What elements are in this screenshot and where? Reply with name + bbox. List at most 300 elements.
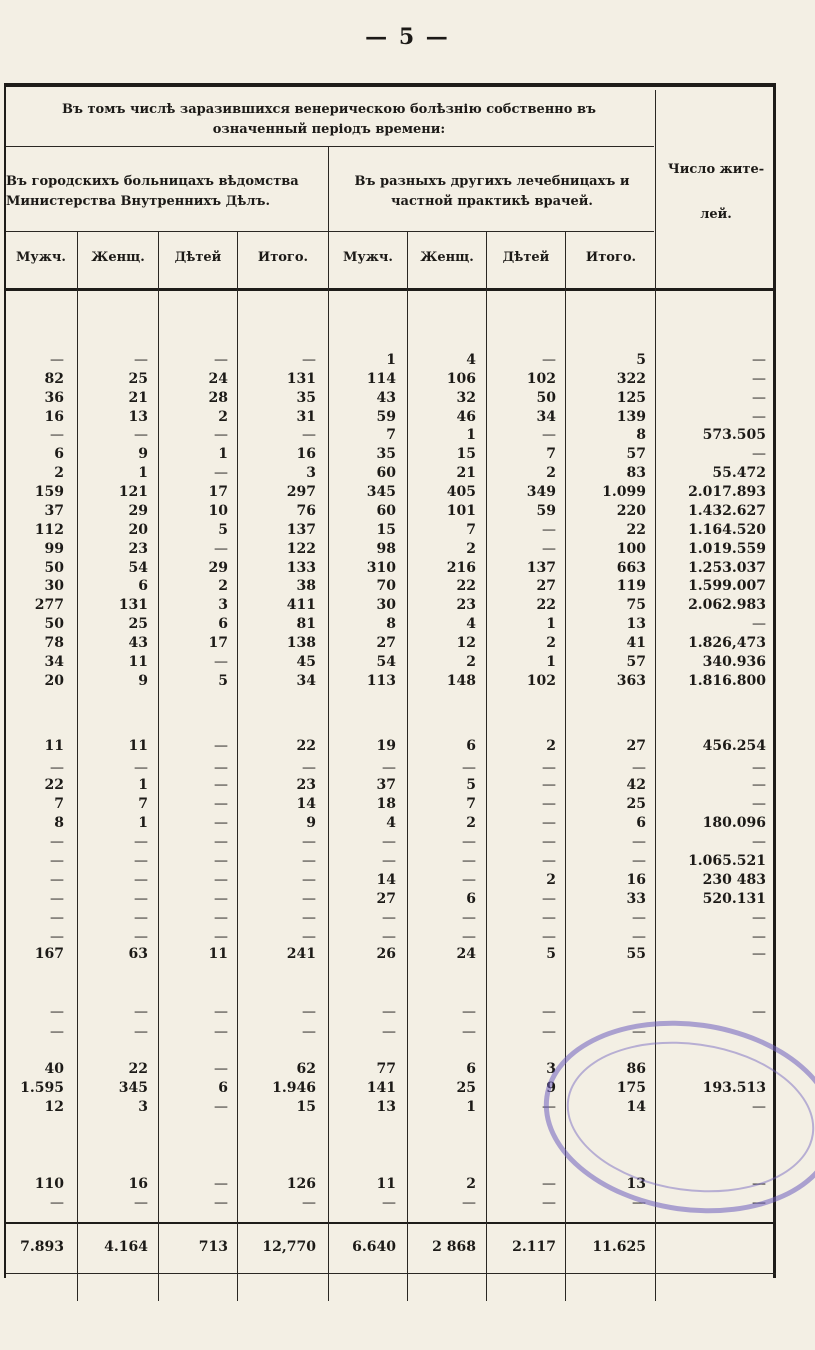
table-cell: 13 [376, 1099, 396, 1115]
table-cell: 349 [526, 484, 556, 500]
table-cell: — [542, 910, 556, 926]
total-cell: 11.625 [592, 1239, 646, 1255]
table-cell: 23 [456, 597, 476, 613]
table-cell: 99 [44, 541, 64, 557]
table-cell: — [214, 465, 228, 481]
table-cell: 29 [208, 560, 228, 576]
table-cell: — [632, 1024, 646, 1040]
table-cell: 54 [128, 560, 148, 576]
table-cell: 11 [44, 738, 64, 754]
table-cell: 137 [286, 522, 316, 538]
table-cell: 241 [286, 946, 316, 962]
table-cell: 520.131 [702, 891, 766, 907]
table-cell: 456.254 [702, 738, 766, 754]
table-cell: — [134, 872, 148, 888]
table-cell: 1 [138, 815, 148, 831]
table-cell: 3 [218, 597, 228, 613]
table-cell: — [134, 891, 148, 907]
table-cell: 121 [118, 484, 148, 500]
table-cell: 14 [626, 1099, 646, 1115]
table-cell: 45 [296, 654, 316, 670]
table-cell: — [214, 738, 228, 754]
table-cell: — [214, 1195, 228, 1211]
table-cell: — [752, 760, 766, 776]
table-cell: 1 [466, 1099, 476, 1115]
table-cell: 1.065.521 [688, 853, 766, 869]
table-cell: 4 [466, 616, 476, 632]
table-cell: 322 [616, 371, 646, 387]
table-cell: — [462, 1024, 476, 1040]
table-cell: 2 [546, 738, 556, 754]
table-cell: — [462, 929, 476, 945]
table-cell: — [214, 654, 228, 670]
table-cell: 5 [636, 352, 646, 368]
table-cell: 59 [536, 503, 556, 519]
table-cell: 28 [208, 390, 228, 406]
col-header-women-2: Женщ. [420, 250, 474, 265]
table-cell: — [542, 777, 556, 793]
rule-totals-bottom [6, 1273, 776, 1274]
table-cell: 8 [386, 616, 396, 632]
table-cell: — [302, 910, 316, 926]
table-cell [661, 1060, 766, 1079]
table-cell: — [752, 929, 766, 945]
table-cell: 663 [616, 560, 646, 576]
header-inhabitants-line2: лей. [700, 207, 732, 222]
header-inhabitants-line1: Число жите- [667, 162, 765, 177]
table-cell: 13 [128, 409, 148, 425]
table-cell: 17 [208, 484, 228, 500]
table-cell: 6 [466, 1061, 476, 1077]
table-cell: 42 [626, 777, 646, 793]
rule-totals-top [6, 1222, 776, 1224]
col-header-total-2: Итого. [585, 250, 637, 265]
table-cell: — [214, 929, 228, 945]
vrule-4 [328, 146, 329, 1301]
table-cell: — [462, 910, 476, 926]
table-cell: 119 [616, 578, 646, 594]
total-cell: 4.164 [104, 1239, 148, 1255]
table-cell: 81 [296, 616, 316, 632]
table-cell: — [462, 853, 476, 869]
table-cell: 1.164.520 [688, 522, 766, 538]
table-cell: 25 [128, 616, 148, 632]
table-cell: 16 [128, 1176, 148, 1192]
table-cell: 2 [218, 409, 228, 425]
table-cell: — [214, 1099, 228, 1115]
table-cell: 82 [44, 371, 64, 387]
table-cell: — [214, 891, 228, 907]
rule-header-bottom [6, 288, 776, 291]
table-cell: 102 [526, 371, 556, 387]
table-cell: — [542, 853, 556, 869]
table-cell: 1.432.627 [688, 503, 766, 519]
table-cell: — [302, 1195, 316, 1211]
table-cell: — [542, 796, 556, 812]
table-cell: 11 [128, 738, 148, 754]
total-cell: 2 868 [432, 1239, 476, 1255]
table-cell: 112 [34, 522, 64, 538]
table-cell: — [632, 1004, 646, 1020]
page-number: — 5 — [365, 24, 450, 50]
table-cell: 7 [466, 522, 476, 538]
table-cell: 133 [286, 560, 316, 576]
table-cell: 9 [138, 673, 148, 689]
table-cell: 6 [636, 815, 646, 831]
table-cell: 7 [386, 427, 396, 443]
table-cell: — [752, 1176, 766, 1192]
table-cell: 10 [208, 503, 228, 519]
table-cell: 36 [44, 390, 64, 406]
table-cell: — [462, 1004, 476, 1020]
table-cell: — [382, 1195, 396, 1211]
table-cell: — [632, 834, 646, 850]
table-cell: — [302, 891, 316, 907]
table-cell: — [214, 352, 228, 368]
table-cell: 22 [128, 1061, 148, 1077]
table-cell: — [462, 760, 476, 776]
table-cell: 131 [118, 597, 148, 613]
table-cell: — [632, 853, 646, 869]
table-cell: 13 [626, 1176, 646, 1192]
table-cell: — [214, 796, 228, 812]
table-cell: 30 [376, 597, 396, 613]
table-cell: 101 [446, 503, 476, 519]
table-cell: 6 [218, 1080, 228, 1096]
table-cell: 22 [456, 578, 476, 594]
table-cell: 2 [546, 872, 556, 888]
table-cell: 1.816.800 [688, 673, 766, 689]
header-group-left: Въ городскихъ больницахъ вѣдомства Министерства Внутреннихъ Дѣлъ. [6, 174, 299, 209]
table-cell: 1 [546, 616, 556, 632]
table-cell: 77 [376, 1061, 396, 1077]
table-cell: 9 [546, 1080, 556, 1096]
table-cell: 50 [44, 560, 64, 576]
table-cell: — [542, 929, 556, 945]
col-header-women-1: Женщ. [91, 250, 145, 265]
table-cell: 573.505 [702, 427, 766, 443]
table-cell: 63 [128, 946, 148, 962]
table-cell: 21 [128, 390, 148, 406]
table-cell: 43 [128, 635, 148, 651]
table-cell: 24 [456, 946, 476, 962]
table-cell: — [382, 853, 396, 869]
table-cell: 5 [466, 777, 476, 793]
table-cell: 139 [616, 409, 646, 425]
table-cell: — [50, 853, 64, 869]
table-cell: — [752, 796, 766, 812]
table-cell: — [302, 929, 316, 945]
table-cell: 11 [128, 654, 148, 670]
table-cell: — [134, 352, 148, 368]
table-cell: 34 [536, 409, 556, 425]
table-cell: — [214, 853, 228, 869]
table-cell: 2 [218, 578, 228, 594]
table-cell: 131 [286, 371, 316, 387]
table-cell: — [50, 760, 64, 776]
table-cell: 6 [54, 446, 64, 462]
table-cell: 297 [286, 484, 316, 500]
table-cell: — [214, 777, 228, 793]
table-cell: 1 [386, 352, 396, 368]
table-cell: — [134, 1195, 148, 1211]
table-cell: 50 [536, 390, 556, 406]
col-header-total-1: Итого. [257, 250, 309, 265]
table-cell: 193.513 [702, 1080, 766, 1096]
table-cell: — [462, 1195, 476, 1211]
table-cell: — [752, 352, 766, 368]
table-cell: 57 [626, 446, 646, 462]
table-cell: 2 [54, 465, 64, 481]
table-cell: 363 [616, 673, 646, 689]
table-cell: 38 [296, 578, 316, 594]
table-cell: 8 [636, 427, 646, 443]
table-cell: — [302, 427, 316, 443]
table-cell: 35 [296, 390, 316, 406]
table-cell: 14 [296, 796, 316, 812]
table-cell: 1.099 [602, 484, 646, 500]
table-cell: — [50, 1195, 64, 1211]
table-cell: — [302, 760, 316, 776]
table-cell: 57 [626, 654, 646, 670]
table-cell: 54 [376, 654, 396, 670]
table-cell: 62 [296, 1061, 316, 1077]
table-cell: — [302, 1024, 316, 1040]
table-cell: — [542, 1099, 556, 1115]
table-cell: 78 [44, 635, 64, 651]
table-cell: 1 [466, 427, 476, 443]
table-cell: 141 [366, 1080, 396, 1096]
table-cell: 4 [466, 352, 476, 368]
table-cell: 98 [376, 541, 396, 557]
table-cell: — [134, 853, 148, 869]
table-cell: 1 [138, 465, 148, 481]
table-cell: 137 [526, 560, 556, 576]
table-cell: 2.017.893 [688, 484, 766, 500]
table-cell: — [302, 352, 316, 368]
table-cell: 15 [376, 522, 396, 538]
table-cell: — [214, 1004, 228, 1020]
table-cell: 14 [376, 872, 396, 888]
table-cell: 25 [456, 1080, 476, 1096]
table-cell: — [382, 1004, 396, 1020]
table-cell: 5 [546, 946, 556, 962]
table-cell: 23 [296, 777, 316, 793]
table-cell: 27 [626, 738, 646, 754]
table-cell: — [752, 1099, 766, 1115]
table-cell: 230 483 [702, 872, 766, 888]
table-cell: — [302, 853, 316, 869]
total-cell: 713 [198, 1239, 228, 1255]
table-cell: 5 [218, 522, 228, 538]
table-cell: 125 [616, 390, 646, 406]
table-cell: — [752, 409, 766, 425]
col-header-children-2: Дѣтей [502, 250, 550, 265]
total-cell: 12,770 [262, 1239, 316, 1255]
table-cell: 1 [546, 654, 556, 670]
table-cell: 15 [296, 1099, 316, 1115]
table-cell: — [632, 929, 646, 945]
table-cell: 23 [128, 541, 148, 557]
table-cell: 5 [218, 673, 228, 689]
table-cell: 126 [286, 1176, 316, 1192]
table-cell: 55.472 [712, 465, 766, 481]
table-cell: 6 [466, 891, 476, 907]
table-cell: — [382, 760, 396, 776]
table-cell: 167 [34, 946, 64, 962]
table-cell: — [214, 872, 228, 888]
table-cell: 75 [626, 597, 646, 613]
rule-top-group [6, 146, 654, 147]
table-cell: — [214, 815, 228, 831]
total-cell: 2.117 [512, 1239, 556, 1255]
table-cell: — [50, 834, 64, 850]
table-cell: 8 [54, 815, 64, 831]
table-cell: 1.253.037 [688, 560, 766, 576]
table-cell: 11 [208, 946, 228, 962]
table-cell: 26 [376, 946, 396, 962]
table-cell: 25 [128, 371, 148, 387]
table-cell: 1.826,473 [688, 635, 766, 651]
table-cell: 1.019.559 [688, 541, 766, 557]
table-cell: 13 [626, 616, 646, 632]
table-cell: 15 [456, 446, 476, 462]
table-cell: 31 [296, 409, 316, 425]
table-cell: — [542, 1024, 556, 1040]
table-cell: 7 [54, 796, 64, 812]
table-cell: 6 [466, 738, 476, 754]
table-cell: 86 [626, 1061, 646, 1077]
table-cell: 3 [138, 1099, 148, 1115]
table-cell: 19 [376, 738, 396, 754]
table-cell: — [134, 834, 148, 850]
table-cell: — [542, 815, 556, 831]
table-cell: — [542, 427, 556, 443]
table-cell: — [214, 1176, 228, 1192]
table-cell: 21 [456, 465, 476, 481]
table-cell: 345 [366, 484, 396, 500]
table-cell: 148 [446, 673, 476, 689]
table-cell: — [752, 1004, 766, 1020]
table-cell: 22 [626, 522, 646, 538]
table-cell: 18 [376, 796, 396, 812]
table-cell: — [214, 1061, 228, 1077]
table-cell: 11 [376, 1176, 396, 1192]
table-cell: — [214, 910, 228, 926]
table-cell: 2 [466, 654, 476, 670]
table-cell: 2.062.983 [688, 597, 766, 613]
table-cell: 106 [446, 371, 476, 387]
table-cell: — [50, 910, 64, 926]
table-cell: 340.936 [702, 654, 766, 670]
table-cell: 12 [44, 1099, 64, 1115]
total-cell: 7.893 [20, 1239, 64, 1255]
table-cell: 2 [546, 635, 556, 651]
table-cell [661, 1023, 766, 1042]
table-cell: — [632, 1195, 646, 1211]
table-cell: — [752, 446, 766, 462]
table-cell: 7 [546, 446, 556, 462]
rule-subgroups [6, 231, 654, 232]
table-cell: 7 [138, 796, 148, 812]
table-cell: 50 [44, 616, 64, 632]
table-cell: — [382, 834, 396, 850]
header-top-group: Въ томъ числѣ заразившихся венерическою болѣзнію собственно въ означенный періодъ времени: [62, 102, 596, 137]
table-cell: — [752, 777, 766, 793]
table-cell: 1 [138, 777, 148, 793]
table-cell: 60 [376, 465, 396, 481]
table-cell: 20 [44, 673, 64, 689]
table-cell: 37 [376, 777, 396, 793]
table-cell: — [542, 834, 556, 850]
table-cell: 2 [546, 465, 556, 481]
table-cell: 16 [626, 872, 646, 888]
table-cell: — [134, 910, 148, 926]
table-cell: 24 [208, 371, 228, 387]
table-cell: — [542, 1176, 556, 1192]
table-cell: — [214, 427, 228, 443]
table-cell: — [302, 872, 316, 888]
header-group-right: Въ разныхъ другихъ лечебницахъ и частной практикѣ врачей. [354, 174, 630, 209]
table-cell: 6 [218, 616, 228, 632]
table-cell: 25 [626, 796, 646, 812]
table-cell: 29 [128, 503, 148, 519]
table-cell: — [214, 1024, 228, 1040]
table-cell: 22 [44, 777, 64, 793]
table-cell: 9 [138, 446, 148, 462]
table-cell: — [752, 616, 766, 632]
table-cell: 20 [128, 522, 148, 538]
table-cell: 46 [456, 409, 476, 425]
vrule-8 [655, 90, 656, 1301]
table-cell: 7 [466, 796, 476, 812]
table-cell: — [214, 834, 228, 850]
table-cell: — [462, 872, 476, 888]
table-cell: — [50, 427, 64, 443]
table-cell: — [542, 891, 556, 907]
table-cell: 345 [118, 1080, 148, 1096]
table-cell: 2 [466, 1176, 476, 1192]
table-cell: — [134, 929, 148, 945]
table-cell: 277 [34, 597, 64, 613]
table-cell: 100 [616, 541, 646, 557]
col-header-men-1: Мужч. [16, 250, 66, 265]
table-cell: 220 [616, 503, 646, 519]
table-cell: — [542, 352, 556, 368]
col-header-men-2: Мужч. [343, 250, 393, 265]
table-cell: 55 [626, 946, 646, 962]
table-cell: 102 [526, 673, 556, 689]
table-cell: — [632, 910, 646, 926]
table-cell: — [50, 872, 64, 888]
table-cell: 2 [466, 815, 476, 831]
table-cell: — [134, 1024, 148, 1040]
table-cell: 3 [306, 465, 316, 481]
table-cell: 1.599.007 [688, 578, 766, 594]
table-cell: 35 [376, 446, 396, 462]
table-cell: 37 [44, 503, 64, 519]
table-cell: 34 [44, 654, 64, 670]
table-cell: 138 [286, 635, 316, 651]
table-cell: 4 [386, 815, 396, 831]
table-cell: — [752, 834, 766, 850]
table-cell: 159 [34, 484, 64, 500]
table-cell: — [752, 910, 766, 926]
table-cell: 122 [286, 541, 316, 557]
table-cell: 59 [376, 409, 396, 425]
table-cell: 34 [296, 673, 316, 689]
table-cell: — [50, 1004, 64, 1020]
